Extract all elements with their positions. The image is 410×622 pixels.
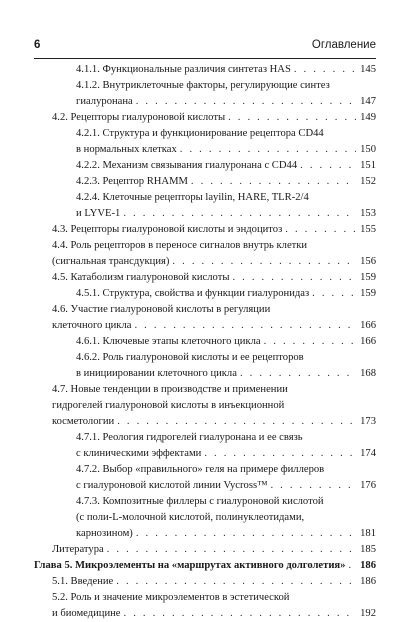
toc-entry-title: карнозином) bbox=[76, 528, 133, 539]
running-head bbox=[34, 39, 376, 55]
toc-entry-text-line: (с поли-L-молочной кислотой, полинуклеотидами, bbox=[76, 512, 305, 523]
toc-entry-title: и LYVE-1 bbox=[76, 208, 121, 219]
toc-entry-title: гиалуронана bbox=[76, 96, 133, 107]
toc-entry bbox=[34, 462, 376, 494]
dot-leader bbox=[294, 62, 356, 78]
toc-entry-text-line: 4.1.2. Внутриклеточные факторы, регулирующие синтез bbox=[76, 80, 330, 91]
toc-page-number: 192 bbox=[360, 608, 376, 619]
toc-page-number: 159 bbox=[360, 272, 376, 283]
dot-leader bbox=[285, 222, 356, 238]
toc-entry-title: 4.3. Рецепторы гиалуроновой кислоты и эндоцитоз bbox=[52, 224, 283, 235]
toc-entry-title: 4.2.2. Механизм связывания гиалуронана с CD44 bbox=[76, 160, 298, 171]
header-rule bbox=[34, 58, 376, 59]
toc-entry-title: 4.1.1. Функциональные различия синтетаз HAS bbox=[76, 64, 291, 75]
toc-entry-text-line: 4.7. Новые тенденции в производстве и применении bbox=[52, 384, 288, 395]
toc-entry-title: 4.5. Катаболизм гиалуроновой кислоты bbox=[52, 272, 230, 283]
toc-entry bbox=[34, 382, 376, 430]
dot-leader bbox=[348, 558, 356, 574]
toc-page-number: 166 bbox=[360, 320, 376, 331]
toc-entry-title: и биомедицине bbox=[52, 608, 121, 619]
toc-page-number: 186 bbox=[360, 560, 376, 571]
toc-entry-title: 4.2.3. Рецептор RHAMM bbox=[76, 176, 188, 187]
toc-entry-title: клеточного цикла bbox=[52, 320, 132, 331]
toc-entry-title: 5.1. Введение bbox=[52, 576, 114, 587]
toc-page-number: 147 bbox=[360, 96, 376, 107]
toc-entry bbox=[34, 430, 376, 462]
dot-leader bbox=[204, 446, 356, 462]
dot-leader bbox=[232, 270, 356, 286]
toc-page-number: 159 bbox=[360, 288, 376, 299]
toc-entry bbox=[34, 110, 376, 126]
toc-page-number: 173 bbox=[360, 416, 376, 427]
running-title: Оглавление bbox=[311, 39, 376, 51]
toc-entry bbox=[34, 302, 376, 334]
toc-entry bbox=[34, 174, 376, 190]
toc-entry-title: с клиническими эффектами bbox=[76, 448, 202, 459]
toc-entry-text-line: 4.7.3. Композитные филлеры с гиалуроновой кислотой bbox=[76, 496, 324, 507]
dot-leader bbox=[240, 366, 356, 382]
toc-page-number: 150 bbox=[360, 144, 376, 155]
toc-entry-title: Литература bbox=[52, 544, 104, 555]
toc-chapter-entry bbox=[34, 558, 376, 574]
toc-entry-text-line: гидрогелей гиалуроновой кислоты в инъекционной bbox=[52, 400, 285, 411]
toc-entry bbox=[34, 334, 376, 350]
toc-entry bbox=[34, 190, 376, 222]
dot-leader bbox=[134, 318, 356, 334]
toc-entry-text-line: 4.6. Участие гиалуроновой кислоты в регуляции bbox=[52, 304, 271, 315]
toc-entry-text-line: 5.2. Роль и значение микроэлементов в эстетической bbox=[52, 592, 290, 603]
toc-entry bbox=[34, 126, 376, 158]
toc-entry bbox=[34, 494, 376, 542]
toc-entry-text-line: 4.6.2. Роль гиалуроновой кислоты и ее рецепторов bbox=[76, 352, 304, 363]
dot-leader bbox=[264, 334, 356, 350]
toc-entry bbox=[34, 158, 376, 174]
toc-entry bbox=[34, 238, 376, 270]
toc-page-number: 145 bbox=[360, 64, 376, 75]
toc-entry-text-line: 4.4. Роль рецепторов в переносе сигналов внутрь клетки bbox=[52, 240, 308, 251]
toc-entry bbox=[34, 222, 376, 238]
toc-entry-title: в нормальных клетках bbox=[76, 144, 177, 155]
toc-page-number: 181 bbox=[360, 528, 376, 539]
toc-page-number: 186 bbox=[360, 576, 376, 587]
dot-leader bbox=[228, 110, 356, 126]
dot-leader bbox=[270, 478, 356, 494]
toc-page-number: 153 bbox=[360, 208, 376, 219]
toc-page-number: 151 bbox=[360, 160, 376, 171]
dot-leader bbox=[136, 94, 356, 110]
dot-leader bbox=[191, 174, 356, 190]
toc-page-number: 176 bbox=[360, 480, 376, 491]
toc-entry bbox=[34, 590, 376, 622]
toc-entry bbox=[34, 78, 376, 110]
toc-entry-title: 4.5.1. Структура, свойства и функции гиалуронидаз bbox=[76, 288, 310, 299]
table-of-contents bbox=[34, 62, 376, 622]
dot-leader bbox=[300, 158, 356, 174]
toc-page-number: 152 bbox=[360, 176, 376, 187]
toc-page-number: 166 bbox=[360, 336, 376, 347]
dot-leader bbox=[136, 526, 356, 542]
dot-leader bbox=[312, 286, 356, 302]
toc-entry-text-line: 4.2.4. Клеточные рецепторы layilin, HARE, TLR-2/4 bbox=[76, 192, 309, 203]
toc-entry-title: с гиалуроновой кислотой линии Vycross™ bbox=[76, 480, 268, 491]
dot-leader bbox=[117, 414, 356, 430]
toc-entry-title: Глава 5. Микроэлементы на «маршрутах активного долголетия» bbox=[34, 560, 346, 571]
toc-page-number: 168 bbox=[360, 368, 376, 379]
toc-entry bbox=[34, 574, 376, 590]
toc-page-number: 149 bbox=[360, 112, 376, 123]
toc-entry bbox=[34, 542, 376, 558]
toc-entry bbox=[34, 270, 376, 286]
toc-entry-text-line: 4.7.1. Реология гидрогелей гиалуронана и ее связь bbox=[76, 432, 303, 443]
dot-leader bbox=[124, 606, 356, 622]
toc-page-number: 174 bbox=[360, 448, 376, 459]
toc-entry-text-line: 4.7.2. Выбор «правильного» геля на примере филлеров bbox=[76, 464, 325, 475]
toc-page-number: 155 bbox=[360, 224, 376, 235]
dot-leader bbox=[180, 142, 356, 158]
toc-entry bbox=[34, 286, 376, 302]
toc-entry-title: (сигнальная трансдукция) bbox=[52, 256, 170, 267]
toc-page-number: 156 bbox=[360, 256, 376, 267]
toc-entry-title: 4.6.1. Ключевые этапы клеточного цикла bbox=[76, 336, 261, 347]
toc-entry-title: в инициировании клеточного цикла bbox=[76, 368, 237, 379]
toc-entry-title: косметологии bbox=[52, 416, 115, 427]
dot-leader bbox=[116, 574, 356, 590]
dot-leader bbox=[172, 254, 356, 270]
toc-page-number: 185 bbox=[360, 544, 376, 555]
dot-leader bbox=[107, 542, 356, 558]
page-number: 6 bbox=[34, 39, 41, 51]
toc-entry bbox=[34, 62, 376, 78]
toc-entry bbox=[34, 350, 376, 382]
toc-entry-text-line: 4.2.1. Структура и функционирование рецептора CD44 bbox=[76, 128, 324, 139]
toc-entry-title: 4.2. Рецепторы гиалуроновой кислоты bbox=[52, 112, 226, 123]
dot-leader bbox=[123, 206, 356, 222]
